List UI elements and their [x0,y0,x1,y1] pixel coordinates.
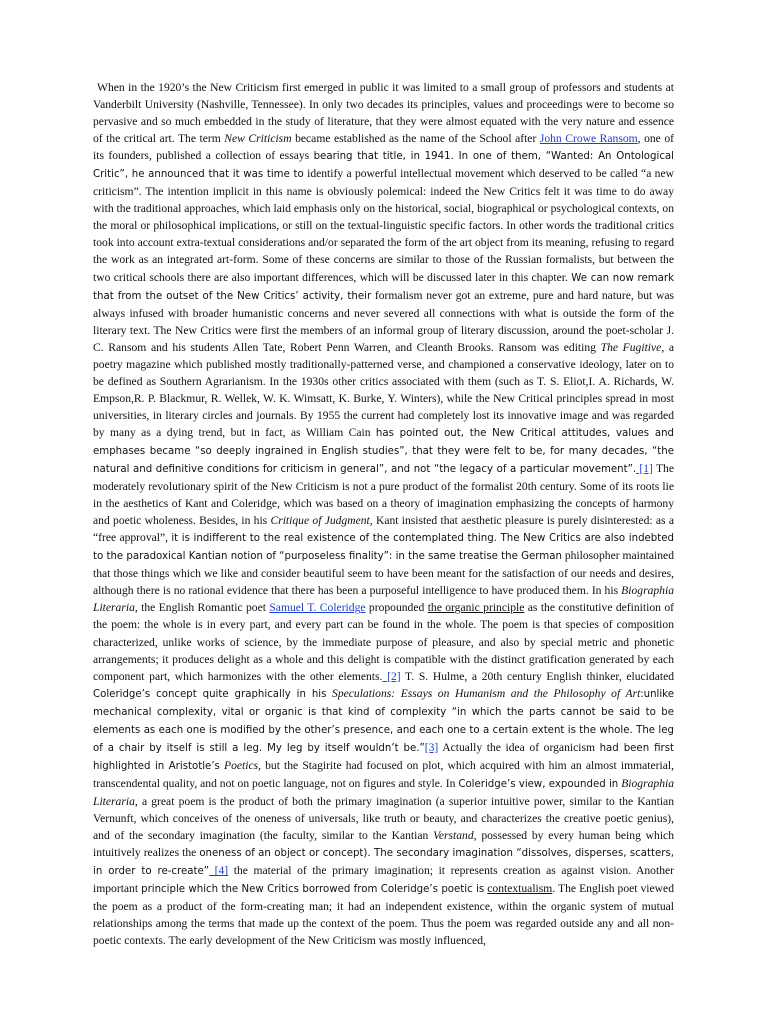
title-biographia-literaria: Biographia Literaria [93,584,674,615]
text-span: , Kant insisted that aesthetic pleasure is purely disinterested: as a “free approval”, [93,514,674,545]
text-span: Coleridge’s view, expounded in [458,778,619,790]
title-speculations: Speculations: Essays on Humanism and the Philosophy of Art [332,686,641,700]
text-span: , possessed by every human being which intuitively realizes the [93,829,674,860]
term-verstand: Verstand [433,829,474,843]
text-span: unlike mechanical complexity, vital or organic is that kind of complexity “in which the parts cannot be said to be elements as each one is modified by the other’s presence, and each one to a certain extent is the whole. The leg of a chair by itself is still a leg. My leg by itself wouldn’t be.” [93,688,674,754]
text-span: oneness of an object or concept). The secondary imagination “dissolves, disperses, scatters, in order to re-create” [93,848,674,878]
title-poetics: Poetics [223,758,259,772]
footnote-link-2[interactable]: [2] [382,669,401,683]
link-organic-principle[interactable]: the organic principle [427,601,525,615]
text-span: Coleridge’s concept quite graphically in his [93,688,327,700]
text-span: formalism never got an extreme, pure and hard nature, but was always infused with broader humanistic concerns and never severed all connections with what is outside the form of the literary text. The New Critics were first the members of an informal group of literary discussion, around the poet-scholar J. C. Ransom and his students Allen Tate, Robert Penn Warren, and Cleanth Brooks. Ransom was editing [93,288,674,354]
footnote-link-4[interactable]: [4] [209,864,229,878]
text-span: , one of its founders, published a collection of essays [93,132,674,163]
text-span: The moderately revolutionary spirit of the New Criticism is not a pure product of the formalist 20th century. Some of its roots lie in the aesthetics of Kant and Coleridge, which was based on a theory of imagination emphasizing the concepts of harmony and poetic wholeness. Besides, in his [93,462,674,528]
text-span: , a poetry magazine which published mostly traditionally-patterned verse, and championed a conservative ideology, later on to be defined as Southern Agrarianism. In the 1930s other critics associated with them (such as T. S. Eliot,I. A. Richards, W. Empson,R. P. Blackmur, R. Wellek, W. K. Wimsatt, K. Burke, Y. Winters), while the New Critical principles spread in most universities, in literary circles and journals. By 1955 the current had completely lost its innovative image and was regarded by many as a dying trend, but in fact, as William Cain [93,340,675,439]
text-span: had been first highlighted in Aristotle’s [93,742,675,772]
text-span: philosopher maintained that those things which we like and consider beautiful seem to have been meant for the satisfaction of our needs and desires, although there is no rational evidence that there has been a purposeful intelligence to have produced them. In his [93,549,674,598]
text-span: : [640,686,644,700]
text-span: , a great poem is the product of both the primary imagination (a superior intuitive power, similar to the Kantian Vernunft, which conceives of the oneness of universals, like truth or beauty, and characterizes the creative poetic genius), and of the secondary imagination (the faculty, similar to the Kantian [93,794,674,843]
body-paragraph [93,79,674,949]
text-span: became established as the name of the School after [291,132,540,146]
footnote-link-1[interactable]: [1] [636,462,653,476]
footnote-link-3[interactable]: [3] [424,740,439,754]
text-span: . The English poet viewed the poem as a product of the form-creating man; it had an independent existence, within the organic system of mutual relationships among the terms that made up the context of the poem. Thus the poem was regarded outside any and all non-poetic contexts. The early development of the New Criticism was mostly influenced, [93,882,674,948]
text-span: it is indifferent to the real existence of the contemplated thing. The New Critics are also indebted to the paradoxical Kantian notion of “purposeless finality”: in the same treatise the German [93,533,675,563]
title-the-fugitive: The Fugitive [600,340,662,354]
text-span: When in the 1920’s the New Criticism first emerged in public it was limited to a small group of professors and students at Vanderbilt University (Nashville, Tennessee). In only two decades its principles, values and proceedings were to become so pervasive and so much embedded in the study of literature, that they were almost equated with the very nature and essence of the critical art. The term [93,81,674,146]
title-critique-of-judgment: Critique of Judgment [270,514,370,528]
text-span: propounded [365,601,428,615]
text-span: identify a powerful intellectual movement which deserved to be called “a new criticism”. The intention implicit in this name is obviously polemical: indeed the New Critics felt it was time to do away with the traditional approaches, which laid emphasis only on the historical, social, biographical or psychological contexts, on the moral or philosophical implications, or still on the textual-linguistic specific factors. In other words the traditional critics took into account extra-textual considerations and/or separated the form of the art object from its meaning, refusing to regard the work as an integrated art-form. Some of these concerns are similar to those of the Russian formalists, but between the two critical schools there are also important differences, which will be discussed later in this chapter. [93,167,674,284]
text-span: principle which the New Critics borrowed from Coleridge’s poetic is [141,884,485,896]
term-new-criticism: New Criticism [224,132,292,146]
link-contextualism[interactable]: contextualism [487,882,553,896]
link-samuel-t-coleridge[interactable]: Samuel T. Coleridge [269,601,366,615]
text-span: as the constitutive definition of the poem: the whole is in every part, and every part can be found in the whole. The poem is that species of composition characterized, unlike works of science, by the immediate purpose of pleasure, and also by special metric and phonetic arrangements; it produces delight as a whole and this delight is compatible with the distinct gratification generated by each component part, which harmonizes with the other elements. [93,601,674,683]
link-john-crowe-ransom[interactable]: John Crowe Ransom [539,132,638,146]
text-span: the material of the primary imagination; it represents creation as against vision. Another important [93,864,674,896]
text-span: Actually the idea of organicism [438,740,600,754]
text-span: has pointed out, the New Critical attitudes, values and emphases became “so deeply ingrained in English studies”, that they were felt to be, for many decades, “the natural and definitive conditions for criticism in general”, and not “the legacy of a particular movement”. [93,427,675,476]
text-span: , the English Romantic poet [134,601,270,615]
text-span: T. S. Hulme, a 20th century English thinker, elucidated [400,669,675,683]
title-biographia-literaria: Biographia Literaria [93,776,675,808]
text-span: bearing that title, in 1941. In one of them, “Wanted: An Ontological Critic”, he announced that it was time to [93,151,675,181]
text-span: We can now remark that from the outset of the New Critics’ activity, their [93,272,674,302]
text-span: , but the Stagirite had focused on plot, which acquired with him an almost immaterial, transcendental quality, and not on poetic language, not on figures and style. In [93,758,674,790]
